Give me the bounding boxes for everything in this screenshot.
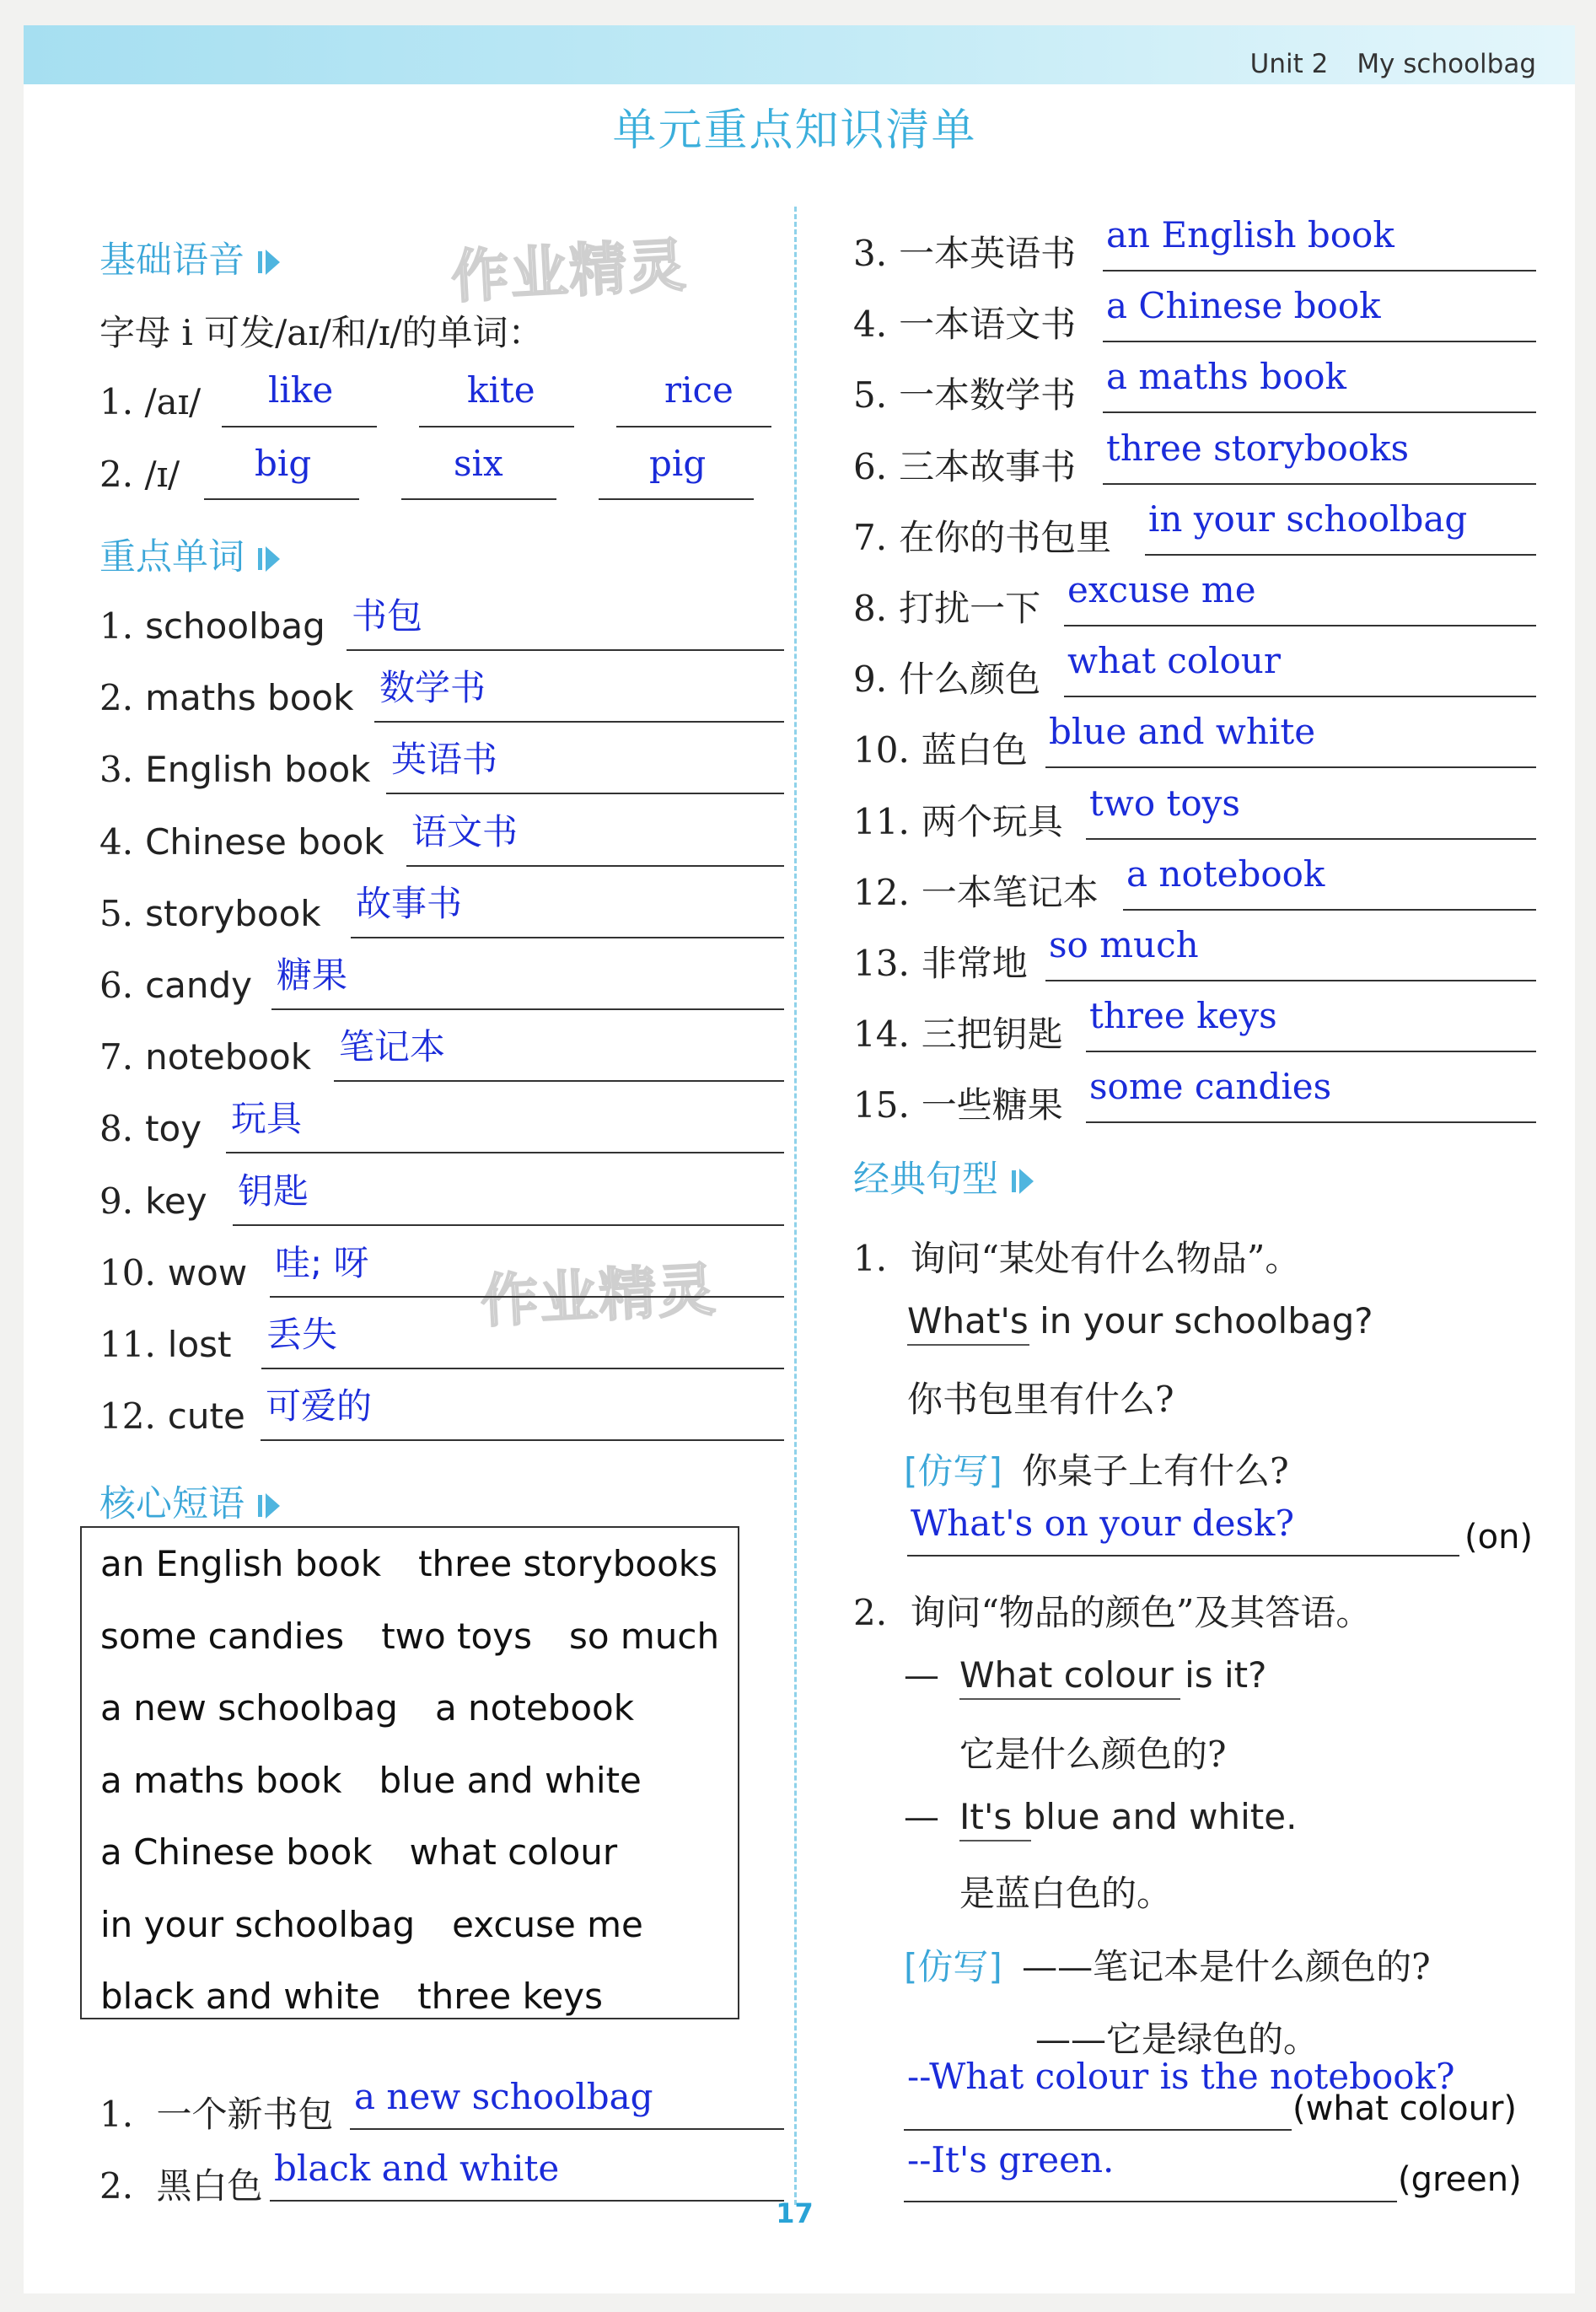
phrase-box-row <box>100 1687 634 1729</box>
item-number: 8. <box>853 588 888 629</box>
word-item <box>99 677 353 718</box>
answer-line <box>1145 554 1536 556</box>
phrase: black and white <box>100 1976 381 2017</box>
word-item <box>99 821 384 863</box>
answer-line <box>616 426 771 427</box>
arrow-icon <box>258 1495 262 1517</box>
answer: --What colour is the notebook? <box>907 2056 1455 2097</box>
answer: 哇; 呀 <box>275 1242 369 1283</box>
item-number: 3. <box>853 233 888 274</box>
section-heading-phrases: 核心短语 <box>99 1476 262 1527</box>
item-number: 2. <box>99 677 134 718</box>
word-item <box>99 1036 311 1078</box>
phrase-cn: 两个玩具 <box>921 801 1063 842</box>
word-item <box>99 1395 245 1437</box>
column-divider <box>794 207 797 2205</box>
item-number: 12. <box>99 1395 156 1437</box>
answer-line <box>1103 411 1536 413</box>
answer-line <box>1086 838 1536 840</box>
phrase-item <box>853 581 1040 632</box>
phrase-cn: 一本英语书 <box>899 233 1077 274</box>
word-text: key <box>145 1180 207 1222</box>
phrase: two toys <box>381 1615 532 1657</box>
phrase: blue and white <box>379 1759 642 1801</box>
header-unit <box>1250 49 1536 79</box>
phrase: so much <box>568 1615 720 1657</box>
answer: 丢失 <box>266 1314 338 1355</box>
item-number: 3. <box>99 749 134 790</box>
answer-line <box>907 1555 1459 1557</box>
item-number: 11. <box>99 1324 156 1365</box>
item-number: 5. <box>853 374 888 416</box>
answer-line <box>1123 909 1536 911</box>
answer-line <box>261 1368 784 1369</box>
item-number: 4. <box>853 304 888 345</box>
hint: (what colour) <box>1292 2089 1518 2128</box>
phrase: excuse me <box>452 1903 643 1945</box>
item-number: 5. <box>99 893 134 934</box>
sentence-cn: 是蓝白色的。 <box>959 1873 1173 1914</box>
sentence-pattern-title: 2. 询问“物品的颜色”及其答语。 <box>853 1592 1372 1633</box>
answer-line <box>334 1080 784 1082</box>
phrase-item <box>853 936 1028 987</box>
answer-line <box>1045 980 1536 981</box>
answer-line <box>1103 483 1536 485</box>
answer: what colour <box>1067 640 1281 681</box>
unit-topic: My schoolbag <box>1357 49 1536 79</box>
page-title: 单元重点知识清单 <box>612 105 977 156</box>
underline <box>959 1698 1180 1700</box>
imitate-label: [仿写] <box>904 1946 1002 1987</box>
word-text: toy <box>145 1108 202 1149</box>
item-number: 11. <box>853 801 910 842</box>
phrase: what colour <box>409 1831 618 1873</box>
watermark: 作业精灵 <box>449 232 690 312</box>
word-item <box>99 893 321 934</box>
phrase-item: 1. 一个新书包 <box>99 2094 334 2135</box>
item-number: 8. <box>99 1108 134 1149</box>
answer-line <box>222 426 377 427</box>
phrase: a maths book <box>100 1759 342 1801</box>
word-text: cute <box>167 1395 245 1437</box>
word-item <box>99 605 325 647</box>
word-text: schoolbag <box>145 605 325 647</box>
section-heading-phonics: 基础语音 <box>99 232 262 283</box>
answer: three storybooks <box>1106 427 1410 469</box>
answer: a maths book <box>1106 356 1346 397</box>
answer: six <box>454 443 503 484</box>
answer: black and white <box>274 2148 560 2189</box>
answer-line <box>270 1296 784 1298</box>
item-number: 14. <box>853 1014 910 1055</box>
word-item <box>99 1108 202 1149</box>
answer-line <box>419 426 574 427</box>
word-text: Chinese book <box>145 821 384 863</box>
answer: an English book <box>1106 214 1394 255</box>
word-text: English book <box>145 749 371 790</box>
item-number: 7. <box>99 1036 134 1078</box>
answer-line <box>386 793 784 794</box>
answer-line <box>233 1224 784 1226</box>
page-number: 17 <box>776 2197 814 2229</box>
answer-line <box>1064 625 1536 626</box>
word-text: maths book <box>145 677 354 718</box>
imitate-answer-cn: ——它是绿色的。 <box>1035 2019 1319 2060</box>
phrase-item <box>853 1007 1063 1057</box>
phrase-box-row <box>100 1976 603 2017</box>
answer: blue and white <box>1049 711 1316 752</box>
answer-line <box>599 498 754 500</box>
phonics-row: 2. /ɪ/ <box>99 454 180 495</box>
phonics-row: 1. /aɪ/ <box>99 381 202 422</box>
item-number: 1. <box>99 605 134 647</box>
word-item <box>99 749 370 790</box>
phrase-box-row <box>100 1616 719 1657</box>
answer-line <box>406 865 784 867</box>
item-number: 6. <box>99 965 134 1006</box>
answer: pig <box>649 443 707 484</box>
phrase-cn: 一本笔记本 <box>921 872 1099 913</box>
answer: 可爱的 <box>266 1385 373 1427</box>
phrase-cn: 一本数学书 <box>899 374 1077 416</box>
phrase-box-row <box>100 1760 642 1801</box>
hint: (green) <box>1398 2160 1522 2199</box>
answer: 玩具 <box>231 1098 303 1139</box>
answer: 语文书 <box>411 811 519 852</box>
dash: — <box>904 1654 939 1696</box>
phrase-item <box>853 368 1076 418</box>
answer-line <box>1064 696 1536 697</box>
answer: two toys <box>1089 782 1240 824</box>
sentence-en: It's blue and white. <box>959 1796 1298 1837</box>
underline <box>959 1840 1031 1842</box>
word-item <box>99 1180 207 1222</box>
answer: a Chinese book <box>1106 285 1381 326</box>
phrase-cn: 非常地 <box>921 943 1028 984</box>
answer: three keys <box>1089 995 1277 1036</box>
imitate-row: [仿写] ——笔记本是什么颜色的? <box>904 1946 1431 1987</box>
answer-line <box>904 2129 1292 2131</box>
answer: 书包 <box>352 595 423 637</box>
answer: 英语书 <box>391 739 498 780</box>
answer: 故事书 <box>356 883 463 924</box>
answer: rice <box>664 369 734 411</box>
word-text: wow <box>167 1252 248 1293</box>
phrase-cn: 三本故事书 <box>899 446 1077 487</box>
section-heading-words: 重点单词 <box>99 529 262 580</box>
word-item <box>99 965 252 1006</box>
phrase-item <box>853 794 1063 845</box>
arrow-icon <box>258 548 262 570</box>
underline <box>907 1344 1029 1346</box>
phrase-item <box>853 297 1076 347</box>
answer: 钥匙 <box>238 1170 309 1212</box>
item-number: 9. <box>853 659 888 700</box>
phrase-item <box>853 439 1076 490</box>
dash: — <box>904 1796 939 1837</box>
answer-line <box>374 721 784 723</box>
answer: like <box>268 369 334 411</box>
arrow-icon <box>1012 1170 1016 1192</box>
item-number: 15. <box>853 1084 910 1126</box>
phrase: an English book <box>100 1543 382 1584</box>
answer: big <box>255 443 312 484</box>
answer: What's on your desk? <box>911 1503 1295 1544</box>
imitate-label: [仿写] <box>904 1450 1002 1492</box>
item-number: 7. <box>853 517 888 558</box>
phrase-item <box>853 226 1076 277</box>
item-number: 9. <box>99 1180 134 1222</box>
phrase-cn: 一本语文书 <box>899 304 1077 345</box>
answer-line <box>401 498 556 500</box>
hint: (on) <box>1464 1518 1534 1557</box>
answer-line <box>261 1439 784 1441</box>
word-text: lost <box>167 1324 232 1365</box>
answer-line <box>226 1152 784 1153</box>
phrase-cn: 打扰一下 <box>899 588 1041 629</box>
sentence-cn: 你书包里有什么? <box>907 1379 1174 1420</box>
answer-line <box>1086 1121 1536 1123</box>
answer: in your schoolbag <box>1148 498 1468 540</box>
phrase-cn: 在你的书包里 <box>899 517 1112 558</box>
item-number: 12. <box>853 872 910 913</box>
phrase-item <box>853 865 1099 916</box>
answer-line <box>204 498 359 500</box>
phrase: a notebook <box>434 1687 635 1729</box>
arrow-icon <box>258 251 262 273</box>
phrase-cn: 蓝白色 <box>921 729 1028 771</box>
unit-label: Unit 2 <box>1249 49 1329 79</box>
phrase-item: 2. 黑白色 <box>99 2165 263 2207</box>
phrase-item <box>853 652 1040 702</box>
phrase-cn: 什么颜色 <box>899 659 1041 700</box>
answer: a new schoolbag <box>354 2076 653 2117</box>
phonics-intro: 字母 i 可发/aɪ/和/ɪ/的单词： <box>99 312 544 353</box>
word-text: notebook <box>145 1036 312 1078</box>
phrase-box-row <box>100 1543 717 1584</box>
item-number: 10. <box>99 1252 156 1293</box>
answer-line <box>351 937 784 938</box>
section-heading-sentences: 经典句型 <box>853 1151 1016 1202</box>
word-text: candy <box>145 965 253 1006</box>
answer: some candies <box>1089 1066 1332 1107</box>
phrase-item <box>853 1078 1063 1128</box>
answer: excuse me <box>1067 569 1256 610</box>
word-item <box>99 1324 232 1365</box>
phrase-cn: 三把钥匙 <box>921 1014 1063 1055</box>
phrase-cn: 一些糖果 <box>921 1084 1063 1126</box>
phrase-box-row <box>100 1831 617 1873</box>
answer: so much <box>1049 924 1199 965</box>
phrase: some candies <box>100 1615 345 1657</box>
answer-line <box>350 2128 784 2130</box>
phrase-box-row <box>100 1904 643 1945</box>
sentence-en: What's in your schoolbag? <box>907 1300 1373 1341</box>
phrase: a Chinese book <box>100 1831 373 1873</box>
phrase: three keys <box>417 1976 604 2017</box>
word-item <box>99 1252 247 1293</box>
answer-line <box>1103 341 1536 342</box>
item-number: 10. <box>853 729 910 771</box>
item-number: 6. <box>853 446 888 487</box>
sentence-pattern-title: 1. 询问“某处有什么物品”。 <box>853 1238 1301 1279</box>
phrase: three storybooks <box>418 1543 717 1584</box>
item-number: 13. <box>853 943 910 984</box>
answer: 笔记本 <box>339 1026 446 1067</box>
phrase-item <box>853 510 1111 561</box>
answer: 数学书 <box>379 667 486 708</box>
phrase: in your schoolbag <box>100 1903 416 1945</box>
answer: kite <box>467 369 535 411</box>
phrase-box <box>80 1526 739 2019</box>
watermark: 作业精灵 <box>479 1256 719 1336</box>
answer-line <box>1103 270 1536 272</box>
sentence-en: What colour is it? <box>959 1654 1267 1696</box>
item-number: 4. <box>99 821 134 863</box>
answer-line <box>271 1008 784 1010</box>
answer: --It's green. <box>907 2139 1115 2180</box>
word-text: storybook <box>145 893 321 934</box>
answer: 糖果 <box>277 954 348 996</box>
sentence-cn: 它是什么颜色的? <box>959 1734 1227 1775</box>
imitate-row: [仿写] 你桌子上有什么? <box>904 1450 1289 1492</box>
answer: a notebook <box>1126 853 1325 895</box>
phrase: a new schoolbag <box>100 1687 398 1729</box>
answer-line <box>1045 766 1536 768</box>
answer-line <box>1086 1051 1536 1052</box>
answer-line <box>347 649 784 651</box>
phrase-item <box>853 723 1028 773</box>
